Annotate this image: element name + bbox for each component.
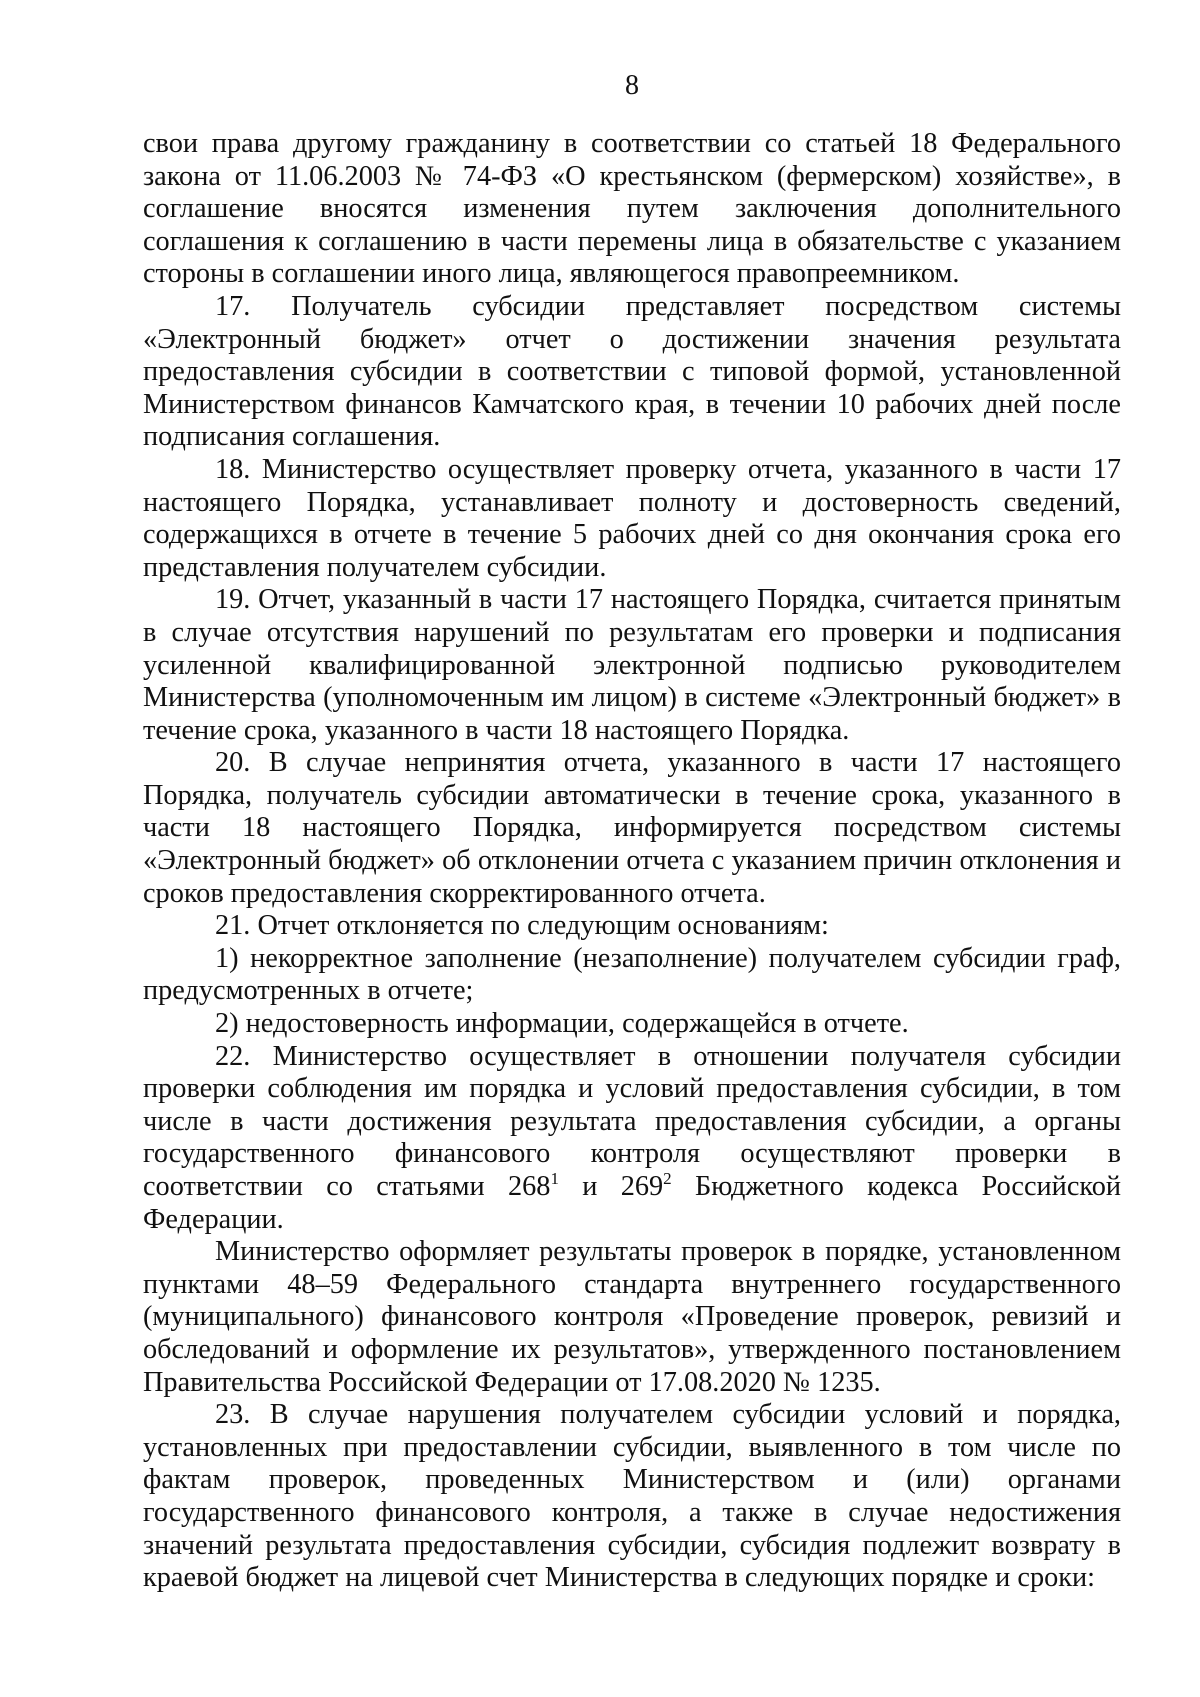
paragraph-22-mid: и 269 [558,1171,664,1202]
paragraph-21-item-1: 1) некорректное заполнение (незаполнение) получателем субсидии граф, предусмотренных в отчете; [143,942,1121,1007]
paragraph-18: 18. Министерство осуществляет проверку отчета, указанного в части 17 настоящего Порядка, устанавливает полноту и достоверность сведений, содержащихся в отчете в течение 5 рабочих дней со дня окончания срока его представления получателем субсидии. [143,453,1121,583]
paragraph-21: 21. Отчет отклоняется по следующим основаниям: [215,910,829,942]
paragraph-21-item-2: 2) недостоверность информации, содержащейся в отчете. [215,1008,909,1040]
paragraph-22-end: Бюджетного кодекса Российской Федерации. [143,1171,1121,1235]
page-number: 8 [625,70,639,101]
paragraph-23: 23. В случае нарушения получателем субсидии условий и порядка, установленных при предоставлении субсидии, выявленного в том числе по фактам проверок, проведенных Министерством и (или) органами государственного финансового контроля, а также в случае недостижения значений результата предоставления субсидии, субсидия подлежит возврату в краевой бюджет на лицевой счет Министерства в следующих порядке и сроки: [143,1399,1121,1594]
paragraph-19: 19. Отчет, указанный в части 17 настоящего Порядка, считается принятым в случае отсутствия нарушений по результатам его проверки и подписания усиленной квалифицированной электронной подписью руководителем Министерства (уполномоченным им лицом) в системе «Электронный бюджет» в течение срока, указанного в части 18 настоящего Порядка. [143,584,1121,746]
paragraph-22 [143,1041,1121,1237]
document-body [143,128,1121,1595]
paragraph-continuation: свои права другому гражданину в соответствии со статьей 18 Федерального закона от 11.06.2003 № 74-ФЗ «О крестьянском (фермерском) хозяйстве», в соглашение вносятся изменения путем заключения дополнительного соглашения к соглашению в части перемены лица в обязательстве с указанием стороны в соглашении иного лица, являющегося правопреемником. [143,128,1121,290]
superscript-2: 2 [663,1169,672,1188]
paragraph-20: 20. В случае непринятия отчета, указанного в части 17 настоящего Порядка, получатель субсидии автоматически в течение срока, указанного в части 18 настоящего Порядка, информируется посредством системы «Электронный бюджет» об отклонении отчета с указанием причин отклонения и сроков предоставления скорректированного отчета. [143,747,1121,909]
paragraph-22-continued: Министерство оформляет результаты проверок в порядке, установленном пунктами 48–59 Федерального стандарта внутреннего государственного (муниципального) финансового контроля «Проведение проверок, ревизий и обследований и оформление их результатов», утвержденного постановлением Правительства Российской Федерации от 17.08.2020 № 1235. [143,1236,1121,1398]
paragraph-22-text: 22. Министерство осуществляет в отношении получателя субсидии проверки соблюдения им порядка и условий предоставления субсидии, в том числе в части достижения результата предоставления субсидии, а органы государственного финансового контроля осуществляют проверки в соответствии со статьями 268 [143,1040,1121,1202]
superscript-1: 1 [550,1169,559,1188]
paragraph-17: 17. Получатель субсидии представляет посредством системы «Электронный бюджет» отчет о достижении значения результата предоставления субсидии в соответствии с типовой формой, установленной Министерством финансов Камчатского края, в течении 10 рабочих дней после подписания соглашения. [143,290,1121,453]
